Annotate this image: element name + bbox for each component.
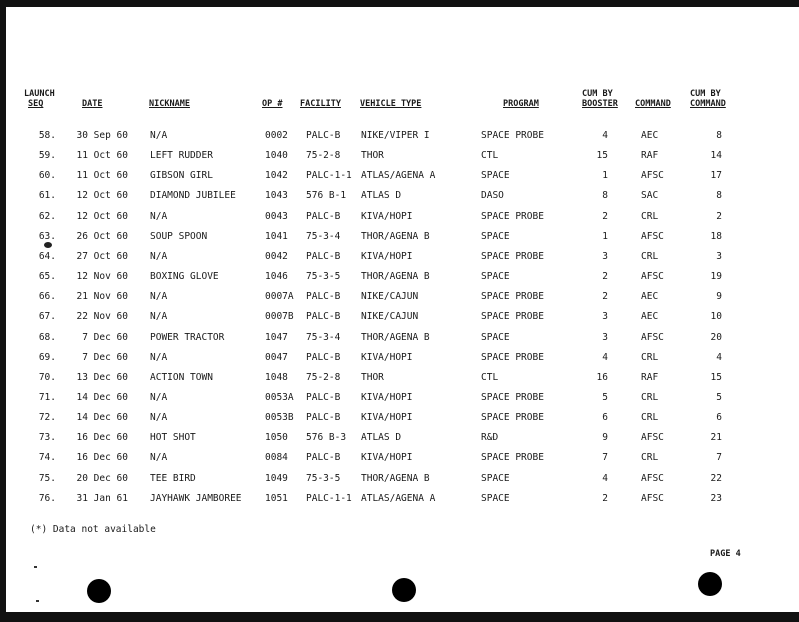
- cell-cum-booster: 9: [602, 432, 608, 444]
- table-row: [0, 150, 799, 164]
- cell-cum-command: 17: [710, 170, 722, 182]
- page-number: PAGE 4: [710, 549, 741, 559]
- cell-date: 27 Oct 60: [76, 250, 128, 262]
- cell-op: 0053B: [265, 412, 294, 424]
- cell-date: 26 Oct 60: [76, 230, 128, 242]
- cell-seq: 70.: [38, 371, 56, 383]
- cell-vehicle-type: THOR/AGENA B: [361, 230, 430, 242]
- cell-nickname: BOXING GLOVE: [150, 271, 219, 283]
- header-date: DATE: [82, 99, 103, 109]
- table-row: [0, 352, 799, 366]
- cell-seq: 74.: [38, 452, 56, 464]
- cell-cum-booster: 1: [602, 230, 608, 242]
- cell-op: 0047: [265, 351, 288, 363]
- cell-cum-booster: 2: [602, 271, 608, 283]
- ink-smudge: [44, 242, 52, 248]
- header-cum-by-command: CUM BY COMMAND: [690, 89, 726, 109]
- cell-op: 1040: [265, 150, 288, 162]
- cell-command: AFSC: [641, 492, 664, 504]
- table-row: [0, 432, 799, 446]
- cell-seq: 69.: [38, 351, 56, 363]
- cell-program: SPACE PROBE: [481, 412, 544, 424]
- cell-cum-command: 23: [710, 492, 722, 504]
- header-op: OP #: [262, 99, 283, 109]
- cell-command: RAF: [641, 150, 659, 162]
- cell-cum-command: 2: [716, 210, 722, 222]
- cell-vehicle-type: ATLAS/AGENA A: [361, 492, 436, 504]
- cell-cum-command: 22: [710, 472, 722, 484]
- cell-date: 12 Nov 60: [76, 271, 128, 283]
- cell-program: SPACE: [481, 230, 510, 242]
- cell-date: 20 Dec 60: [76, 472, 128, 484]
- cell-cum-booster: 3: [602, 250, 608, 262]
- cell-cum-command: 6: [716, 412, 722, 424]
- scan-top-border: [0, 0, 799, 7]
- cell-date: 11 Oct 60: [76, 150, 128, 162]
- cell-cum-booster: 5: [602, 391, 608, 403]
- cell-op: 0007B: [265, 311, 294, 323]
- cell-facility: PALC-B: [306, 210, 341, 222]
- cell-op: 1050: [265, 432, 288, 444]
- cell-cum-command: 19: [710, 271, 722, 283]
- table-row: [0, 412, 799, 426]
- header-nickname: NICKNAME: [149, 99, 190, 109]
- cell-command: AFSC: [641, 432, 664, 444]
- cell-cum-command: 7: [716, 452, 722, 464]
- cell-cum-booster: 4: [602, 351, 608, 363]
- cell-vehicle-type: KIVA/HOPI: [361, 391, 413, 403]
- cell-nickname: TEE BIRD: [150, 472, 196, 484]
- cell-command: CRL: [641, 412, 659, 424]
- cell-op: 0043: [265, 210, 288, 222]
- cell-command: CRL: [641, 452, 659, 464]
- cell-date: 7 Dec 60: [82, 351, 128, 363]
- cell-vehicle-type: NIKE/VIPER I: [361, 130, 430, 141]
- cell-nickname: N/A: [150, 351, 168, 363]
- cell-facility: 75-2-8: [306, 150, 341, 162]
- cell-program: DASO: [481, 190, 504, 202]
- cell-seq: 67.: [38, 311, 56, 323]
- cell-op: 0007A: [265, 291, 294, 303]
- cell-cum-booster: 16: [596, 371, 608, 383]
- cell-command: AEC: [641, 311, 659, 323]
- table-row: [0, 473, 799, 487]
- cell-op: 1046: [265, 271, 288, 283]
- cell-command: CRL: [641, 351, 659, 363]
- cell-date: 14 Dec 60: [76, 412, 128, 424]
- cell-vehicle-type: NIKE/CAJUN: [361, 291, 419, 303]
- cell-nickname: N/A: [150, 412, 168, 424]
- cell-facility: PALC-1-1: [306, 492, 352, 504]
- cell-cum-command: 21: [710, 432, 722, 444]
- cell-facility: 75-3-5: [306, 472, 341, 484]
- cell-cum-command: 18: [710, 230, 722, 242]
- cell-vehicle-type: THOR/AGENA B: [361, 472, 430, 484]
- cell-seq: 63.: [38, 230, 56, 242]
- table-row: [0, 130, 799, 144]
- cell-command: CRL: [641, 391, 659, 403]
- binder-hole-right: [698, 572, 722, 596]
- cell-command: AFSC: [641, 472, 664, 484]
- table-row: [0, 291, 799, 305]
- cell-cum-booster: 3: [602, 311, 608, 323]
- cell-nickname: N/A: [150, 250, 168, 262]
- cell-date: 30 Sep 60: [76, 130, 128, 141]
- cell-seq: 59.: [38, 150, 56, 162]
- cell-program: SPACE PROBE: [481, 452, 544, 464]
- cell-op: 0042: [265, 250, 288, 262]
- cell-program: SPACE PROBE: [481, 391, 544, 403]
- cell-nickname: GIBSON GIRL: [150, 170, 213, 182]
- table-row: [0, 170, 799, 184]
- table-row: [0, 311, 799, 325]
- cell-date: 7 Dec 60: [82, 331, 128, 343]
- cell-program: SPACE PROBE: [481, 250, 544, 262]
- cell-op: 1051: [265, 492, 288, 504]
- cell-facility: PALC-B: [306, 412, 341, 424]
- header-facility: FACILITY: [300, 99, 341, 109]
- cell-command: AEC: [641, 130, 659, 141]
- cell-date: 21 Nov 60: [76, 291, 128, 303]
- cell-command: AEC: [641, 291, 659, 303]
- cell-program: SPACE: [481, 170, 510, 182]
- cell-cum-booster: 7: [602, 452, 608, 464]
- cell-date: 22 Nov 60: [76, 311, 128, 323]
- cell-facility: PALC-1-1: [306, 170, 352, 182]
- cell-date: 16 Dec 60: [76, 452, 128, 464]
- cell-vehicle-type: ATLAS/AGENA A: [361, 170, 436, 182]
- cell-program: SPACE PROBE: [481, 291, 544, 303]
- cell-vehicle-type: THOR/AGENA B: [361, 271, 430, 283]
- scan-bottom-border: [0, 612, 799, 622]
- header-launch-seq: LAUNCH SEQ: [24, 89, 55, 109]
- cell-facility: 576 B-1: [306, 190, 347, 202]
- cell-vehicle-type: THOR/AGENA B: [361, 331, 430, 343]
- cell-vehicle-type: KIVA/HOPI: [361, 210, 413, 222]
- table-row: [0, 231, 799, 245]
- cell-cum-command: 14: [710, 150, 722, 162]
- cell-date: 12 Oct 60: [76, 190, 128, 202]
- cell-nickname: DIAMOND JUBILEE: [150, 190, 236, 202]
- cell-op: 0053A: [265, 391, 294, 403]
- cell-date: 31 Jan 61: [76, 492, 128, 504]
- cell-cum-command: 5: [716, 391, 722, 403]
- table-row: [0, 211, 799, 225]
- cell-command: AFSC: [641, 170, 664, 182]
- cell-seq: 65.: [38, 271, 56, 283]
- cell-seq: 75.: [38, 472, 56, 484]
- cell-facility: 75-2-8: [306, 371, 341, 383]
- cell-command: SAC: [641, 190, 659, 202]
- cell-facility: 576 B-3: [306, 432, 347, 444]
- binder-hole-center: [392, 578, 416, 602]
- cell-command: AFSC: [641, 230, 664, 242]
- cell-date: 14 Dec 60: [76, 391, 128, 403]
- cell-seq: 60.: [38, 170, 56, 182]
- cell-nickname: LEFT RUDDER: [150, 150, 213, 162]
- cell-date: 16 Dec 60: [76, 432, 128, 444]
- cell-program: CTL: [481, 371, 499, 383]
- scan-mark: [36, 600, 39, 602]
- cell-cum-command: 4: [716, 351, 722, 363]
- cell-facility: 75-3-5: [306, 271, 341, 283]
- cell-facility: 75-3-4: [306, 230, 341, 242]
- cell-vehicle-type: KIVA/HOPI: [361, 250, 413, 262]
- cell-facility: PALC-B: [306, 351, 341, 363]
- cell-seq: 68.: [38, 331, 56, 343]
- cell-nickname: N/A: [150, 311, 168, 323]
- cell-vehicle-type: THOR: [361, 150, 384, 162]
- cell-facility: PALC-B: [306, 130, 341, 141]
- cell-nickname: JAYHAWK JAMBOREE: [150, 492, 242, 504]
- header-cum-by-booster: CUM BY BOOSTER: [582, 89, 618, 109]
- cell-date: 11 Oct 60: [76, 170, 128, 182]
- cell-vehicle-type: KIVA/HOPI: [361, 452, 413, 464]
- cell-cum-command: 10: [710, 311, 722, 323]
- cell-seq: 62.: [38, 210, 56, 222]
- cell-vehicle-type: KIVA/HOPI: [361, 412, 413, 424]
- cell-seq: 73.: [38, 432, 56, 444]
- cell-seq: 61.: [38, 190, 56, 202]
- cell-cum-booster: 3: [602, 331, 608, 343]
- cell-cum-command: 3: [716, 250, 722, 262]
- cell-vehicle-type: ATLAS D: [361, 432, 402, 444]
- cell-cum-booster: 4: [602, 472, 608, 484]
- cell-cum-booster: 4: [602, 130, 608, 141]
- cell-program: SPACE: [481, 331, 510, 343]
- cell-cum-command: 9: [716, 291, 722, 303]
- table-row: [0, 271, 799, 285]
- cell-nickname: N/A: [150, 291, 168, 303]
- cell-op: 1047: [265, 331, 288, 343]
- cell-seq: 71.: [38, 391, 56, 403]
- cell-op: 1049: [265, 472, 288, 484]
- cell-op: 1043: [265, 190, 288, 202]
- cell-facility: PALC-B: [306, 250, 341, 262]
- cell-cum-command: 8: [716, 190, 722, 202]
- cell-cum-booster: 2: [602, 291, 608, 303]
- cell-vehicle-type: KIVA/HOPI: [361, 351, 413, 363]
- cell-cum-booster: 1: [602, 170, 608, 182]
- table-row: [0, 332, 799, 346]
- cell-cum-command: 15: [710, 371, 722, 383]
- cell-date: 12 Oct 60: [76, 210, 128, 222]
- cell-op: 0002: [265, 130, 288, 141]
- cell-nickname: POWER TRACTOR: [150, 331, 225, 343]
- cell-facility: PALC-B: [306, 452, 341, 464]
- cell-command: RAF: [641, 371, 659, 383]
- cell-op: 1042: [265, 170, 288, 182]
- cell-nickname: SOUP SPOON: [150, 230, 208, 242]
- cell-program: SPACE PROBE: [481, 210, 544, 222]
- cell-facility: PALC-B: [306, 391, 341, 403]
- cell-program: SPACE PROBE: [481, 130, 544, 141]
- cell-cum-booster: 2: [602, 492, 608, 504]
- scan-mark: [34, 566, 37, 568]
- cell-vehicle-type: NIKE/CAJUN: [361, 311, 419, 323]
- cell-seq: 76.: [38, 492, 56, 504]
- table-row: [0, 372, 799, 386]
- table-row: [0, 392, 799, 406]
- header-vehicle-type: VEHICLE TYPE: [360, 99, 422, 109]
- cell-command: AFSC: [641, 331, 664, 343]
- table-row: [0, 493, 799, 507]
- cell-cum-command: 20: [710, 331, 722, 343]
- cell-command: CRL: [641, 210, 659, 222]
- cell-vehicle-type: THOR: [361, 371, 384, 383]
- table-row: [0, 190, 799, 204]
- cell-op: 1048: [265, 371, 288, 383]
- cell-seq: 64.: [38, 250, 56, 262]
- cell-nickname: N/A: [150, 130, 168, 141]
- cell-cum-booster: 8: [602, 190, 608, 202]
- cell-command: CRL: [641, 250, 659, 262]
- cell-vehicle-type: ATLAS D: [361, 190, 402, 202]
- cell-nickname: ACTION TOWN: [150, 371, 213, 383]
- cell-nickname: HOT SHOT: [150, 432, 196, 444]
- cell-seq: 66.: [38, 291, 56, 303]
- cell-cum-booster: 15: [596, 150, 608, 162]
- header-command: COMMAND: [635, 99, 671, 109]
- cell-facility: PALC-B: [306, 291, 341, 303]
- cell-nickname: N/A: [150, 452, 168, 464]
- cell-program: CTL: [481, 150, 499, 162]
- cell-program: SPACE: [481, 492, 510, 504]
- table-row: [0, 452, 799, 466]
- cell-program: R&D: [481, 432, 499, 444]
- cell-op: 0084: [265, 452, 288, 464]
- cell-nickname: N/A: [150, 391, 168, 403]
- cell-program: SPACE: [481, 271, 510, 283]
- cell-cum-command: 8: [716, 130, 722, 141]
- cell-program: SPACE PROBE: [481, 351, 544, 363]
- cell-date: 13 Dec 60: [76, 371, 128, 383]
- cell-cum-booster: 6: [602, 412, 608, 424]
- footnote: (*) Data not available: [30, 524, 156, 535]
- cell-program: SPACE: [481, 472, 510, 484]
- cell-facility: 75-3-4: [306, 331, 341, 343]
- header-program: PROGRAM: [503, 99, 539, 109]
- table-row: [0, 251, 799, 265]
- cell-nickname: N/A: [150, 210, 168, 222]
- cell-facility: PALC-B: [306, 311, 341, 323]
- cell-op: 1041: [265, 230, 288, 242]
- cell-command: AFSC: [641, 271, 664, 283]
- cell-cum-booster: 2: [602, 210, 608, 222]
- cell-seq: 58.: [38, 130, 56, 141]
- cell-program: SPACE PROBE: [481, 311, 544, 323]
- cell-seq: 72.: [38, 412, 56, 424]
- binder-hole-left: [87, 579, 111, 603]
